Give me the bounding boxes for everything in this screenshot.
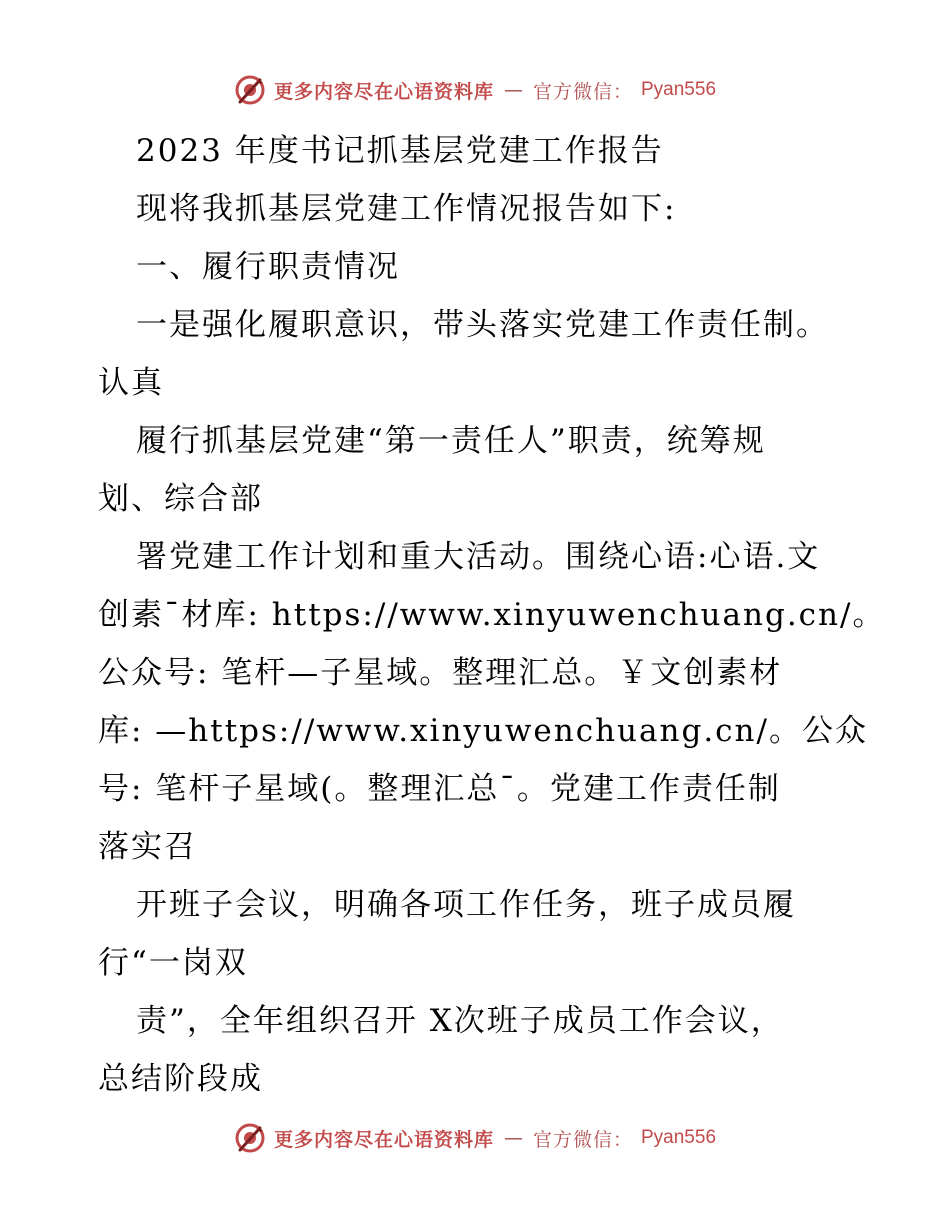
watermark-banner-top	[0, 70, 950, 110]
watermark-wechat-handle: Pyan556	[641, 79, 717, 100]
document-body	[98, 122, 886, 1108]
document-line: 2023 年度书记抓基层党建工作报告	[136, 133, 664, 169]
watermark-wechat-label: 官方微信：	[532, 80, 633, 103]
document-line: 责”，全年组织召开 X次班子成员工作会议，	[136, 1003, 784, 1039]
watermark-separator: —	[503, 1127, 523, 1149]
quill-logo-icon	[234, 74, 266, 106]
document-line: 行“一岗双	[98, 945, 248, 981]
document-line: 落实召	[98, 829, 197, 865]
watermark-separator: —	[503, 79, 523, 101]
quill-logo-icon	[234, 1122, 266, 1154]
document-line: 一是强化履职意识，带头落实党建工作责任制。	[136, 307, 829, 343]
document-line: 认真	[98, 365, 164, 401]
watermark-wechat-label: 官方微信：	[532, 1128, 633, 1151]
document-line: 开班子会议，明确各项工作任务，班子成员履	[136, 887, 796, 923]
document-line: 公众号: 笔杆—子星域。整理汇总。￥文创素材	[98, 655, 783, 691]
document-line: 创素¯材库: https://www.xinyuwenchuang.cn/。	[98, 597, 886, 633]
document-line: 现将我抓基层党建工作情况报告如下:	[136, 191, 677, 227]
document-line: 号: 笔杆子星域(。整理汇总¯。党建工作责任制	[98, 771, 781, 807]
document-line: 履行抓基层党建“第一责任人”职责，统筹规	[136, 423, 766, 459]
document-line: 一、履行职责情况	[136, 249, 400, 285]
document-line: 署党建工作计划和重大活动。围绕心语:心语.文	[136, 539, 821, 575]
document-line: 库: —https://www.xinyuwenchuang.cn/。公众	[98, 713, 868, 749]
watermark-wechat-handle: Pyan556	[641, 1127, 717, 1148]
document-line: 划、综合部	[98, 481, 263, 517]
document-line: 总结阶段成	[98, 1061, 263, 1097]
watermark-banner-bottom	[0, 1118, 950, 1158]
watermark-brand: 更多内容尽在心语资料库	[273, 80, 494, 103]
watermark-brand: 更多内容尽在心语资料库	[273, 1128, 494, 1151]
